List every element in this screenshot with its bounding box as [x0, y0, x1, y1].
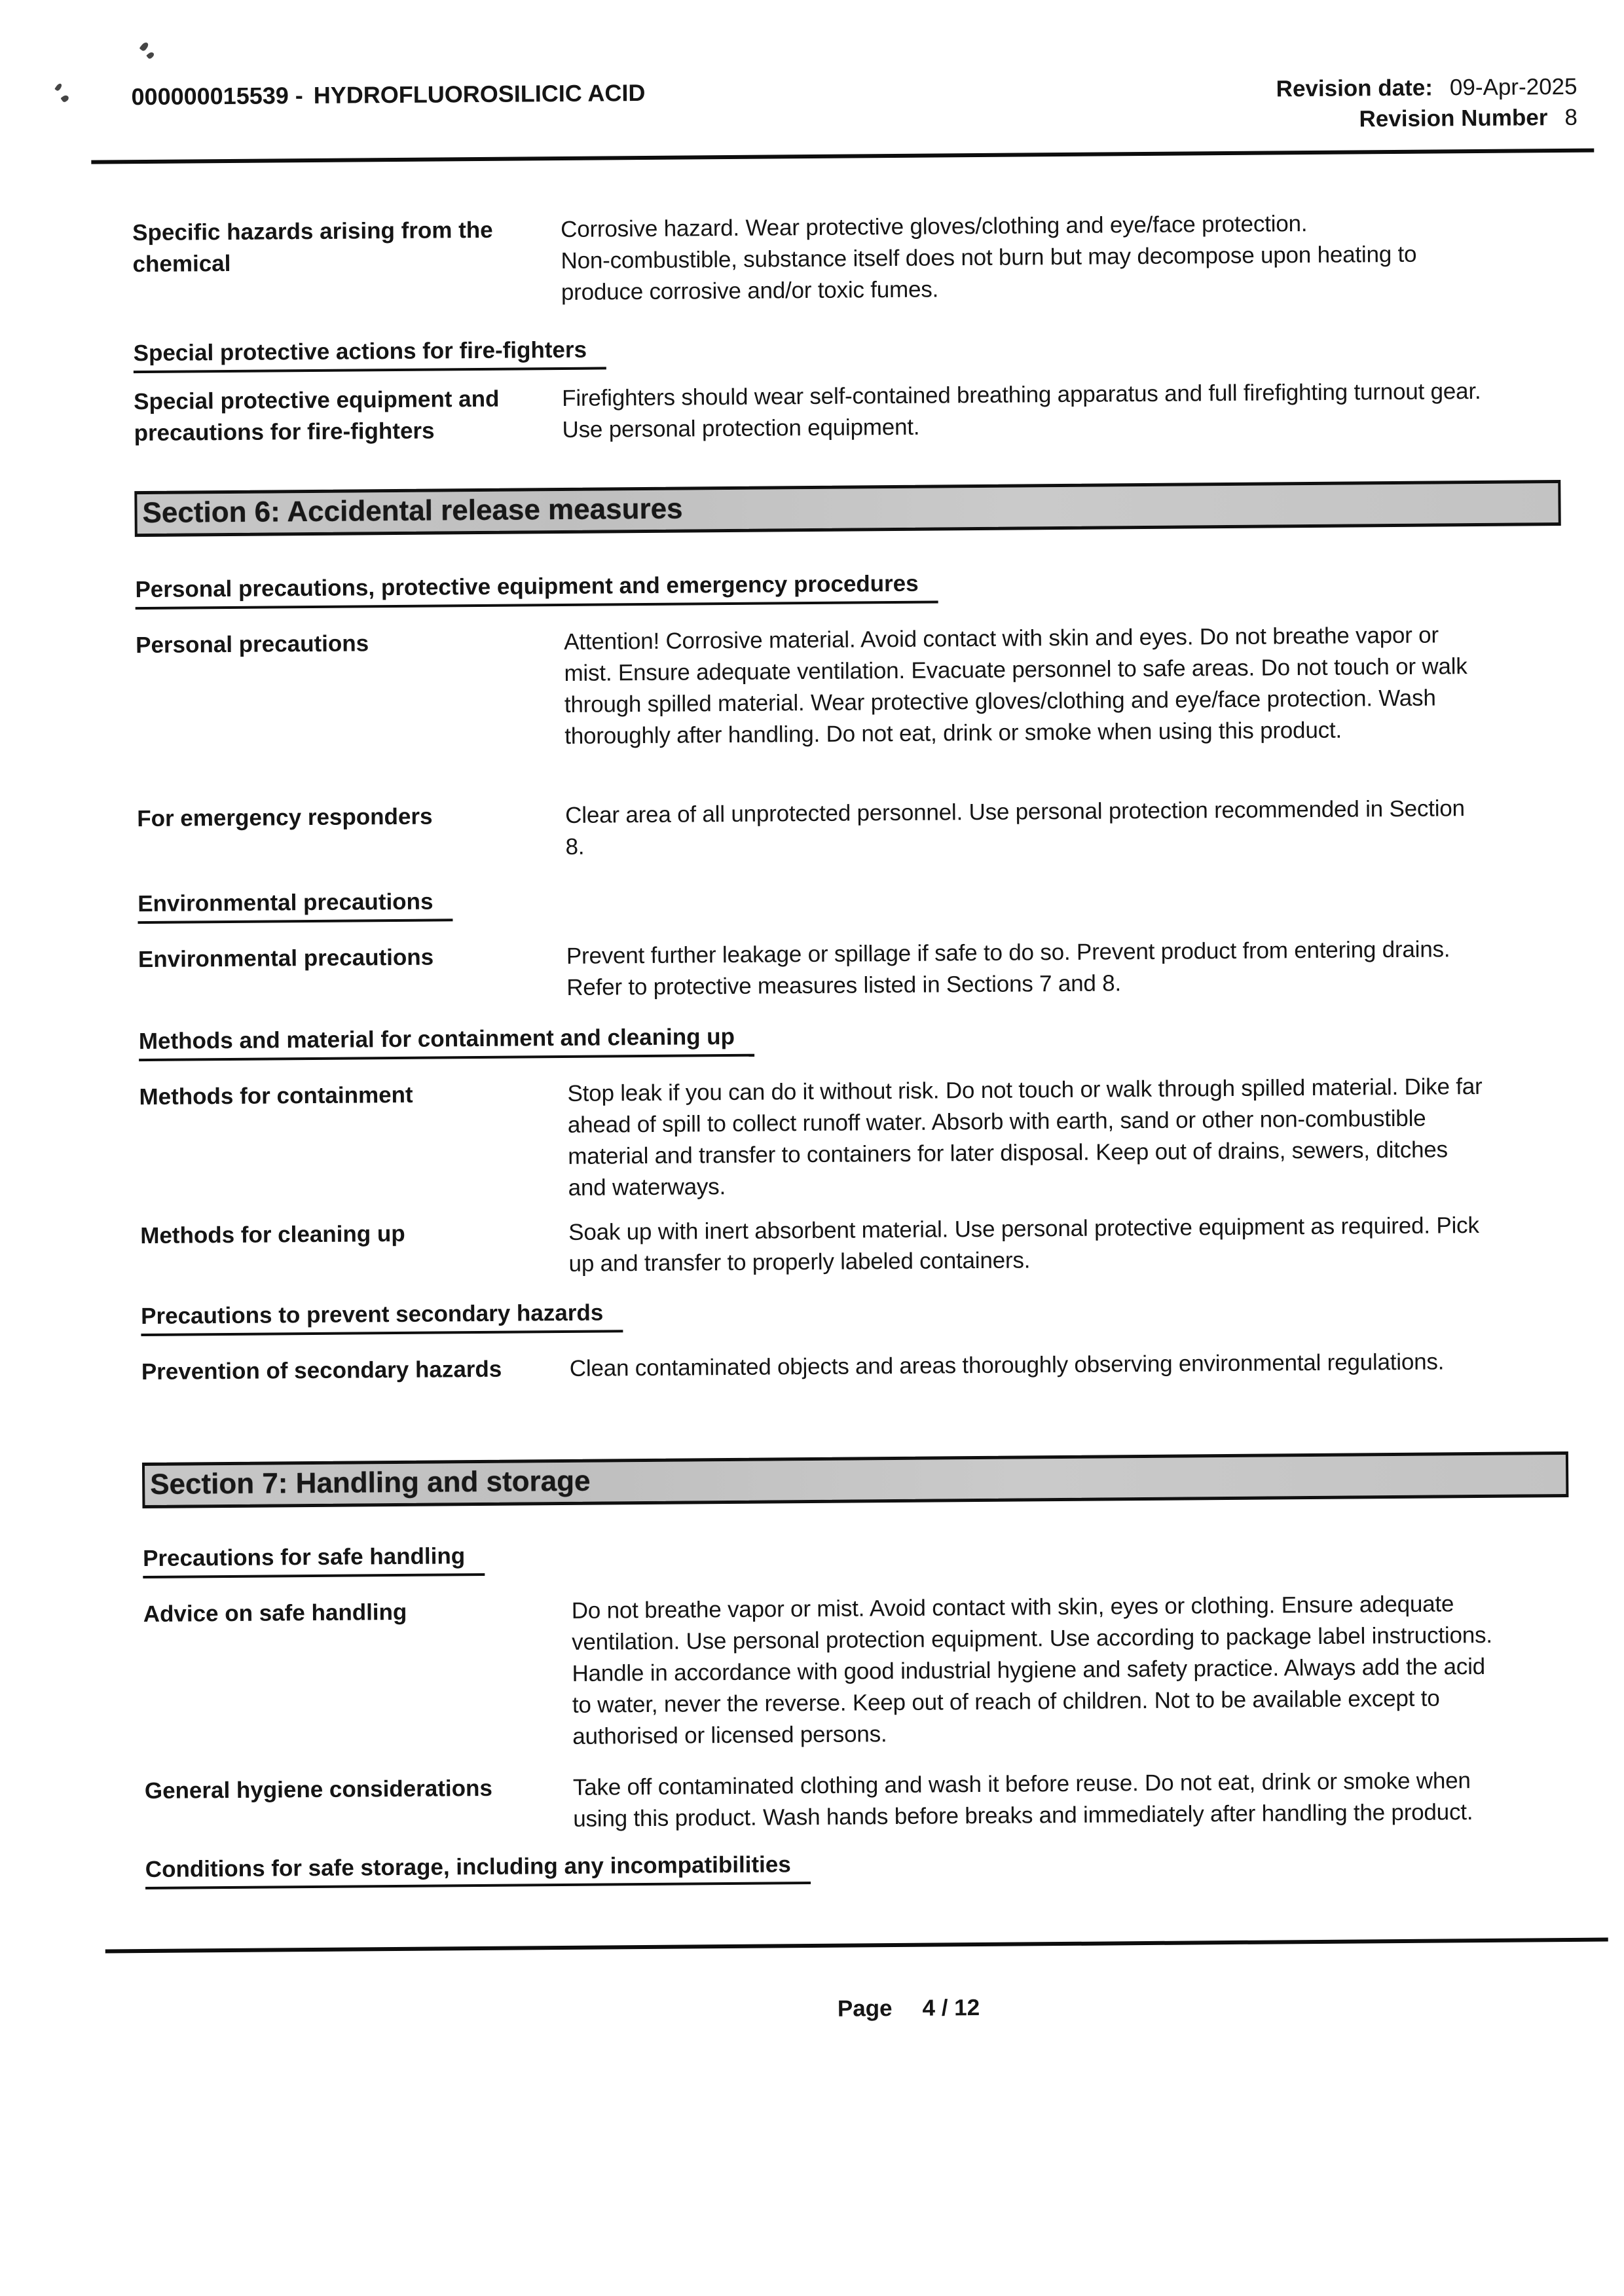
field-label: Advice on safe handling — [143, 1599, 407, 1628]
field-value: Take off contaminated clothing and wash it before reuse. Do not eat, drink or smoke when using this product. Wash hands before breaks and immediately after handling the product. — [572, 1768, 1473, 1832]
field-value: Clear area of all unprotected personnel. Use personal protection recommended in Section 8. — [565, 795, 1466, 860]
field-row-specific-hazards — [132, 206, 1584, 312]
field-label: Methods for cleaning up — [140, 1220, 405, 1249]
section-6-banner: Section 6: Accidental release measures — [134, 480, 1560, 537]
field-row-special-equipment — [134, 375, 1585, 449]
heading-safe-handling: Precautions for safe handling — [143, 1532, 1594, 1578]
field-row-methods-cleaning — [140, 1209, 1592, 1283]
revision-date-value: 09-Apr-2025 — [1449, 73, 1578, 101]
field-row-personal-precautions — [136, 619, 1587, 756]
heading-secondary-hazards: Precautions to prevent secondary hazards — [141, 1290, 1592, 1336]
field-value: Clean contaminated objects and areas thoroughly observing environmental regulations. — [569, 1349, 1445, 1381]
doc-number: 000000015539 - — [131, 82, 303, 111]
heading-special-protective-actions: Special protective actions for fire-fighters — [133, 327, 1584, 373]
field-label: General hygiene considerations — [144, 1775, 493, 1804]
heading-personal-precautions: Personal precautions, protective equipment and emergency procedures — [135, 563, 1586, 610]
field-label: Special protective equipment and precautions for fire-fighters — [134, 386, 500, 446]
page-footer — [146, 1988, 1597, 2030]
field-value: Prevent further leakage or spillage if safe to do so. Prevent product from entering drains. Refer to protective measures listed in Sections 7 and 8. — [566, 936, 1450, 1000]
field-value: Do not breathe vapor or mist. Avoid contact with skin, eyes or clothing. Ensure adequate ventilation. Use personal protection equipment. Use according to package label instructions. Handle in accordance with good industrial hygiene and safety practice. Always add the acid to water, never the reverse. Keep out of reach of children. Not to be available except to authorised or licensed persons. — [571, 1591, 1492, 1749]
revision-number-line — [1276, 102, 1578, 136]
header-divider — [91, 149, 1594, 164]
revision-info — [1276, 71, 1578, 136]
field-value: Stop leak if you can do it without risk. Do not touch or walk through spilled material. Dike far ahead of spill to collect runoff water. Absorb with earth, sand or other non-combustible material and transfer to containers for later disposal. Keep out of drains, sewers, ditches and waterways. — [567, 1073, 1483, 1201]
field-label: Specific hazards arising from the chemical — [132, 217, 493, 278]
page-value: 4 / 12 — [922, 1995, 980, 2021]
field-label: For emergency responders — [137, 803, 433, 832]
document-title — [131, 79, 645, 111]
field-value: Firefighters should wear self-contained breathing apparatus and full firefighting turnout gear. Use personal protection equipment. — [562, 378, 1481, 443]
page-label: Page — [837, 1995, 893, 2022]
heading-methods-containment-cleaning: Methods and material for containment and cleaning up — [139, 1015, 1590, 1061]
field-value: Attention! Corrosive material. Avoid contact with skin and eyes. Do not breathe vapor or mist. Ensure adequate ventilation. Evacuate personnel to safe areas. Do not touch or walk through spilled material. Wear protective gloves/clothing and eye/face protection. Wash thoroughly after handling. Do not eat, drink or smoke when using this product. — [563, 622, 1467, 749]
field-value: Soak up with inert absorbent material. Use personal protective equipment as required. Pick up and transfer to properly labeled containers. — [568, 1212, 1479, 1277]
field-value: Corrosive hazard. Wear protective gloves/clothing and eye/face protection. Non-combustible, substance itself does not burn but may decompose upon heating to produce corrosive and/or toxic fumes. — [561, 211, 1417, 305]
heading-safe-storage-conditions: Conditions for safe storage, including any incompatibilities — [145, 1843, 1596, 1889]
footer-divider — [105, 1937, 1608, 1953]
field-row-emergency-responders — [137, 792, 1589, 866]
field-row-environmental — [138, 933, 1590, 1007]
page-number — [838, 1992, 980, 2025]
heading-environmental-precautions: Environmental precautions — [138, 877, 1589, 924]
field-label: Personal precautions — [135, 630, 369, 659]
product-name: HYDROFLUOROSILICIC ACID — [313, 79, 646, 109]
field-row-methods-containment — [139, 1070, 1591, 1207]
page-header — [131, 71, 1583, 144]
field-label: Prevention of secondary hazards — [141, 1356, 502, 1385]
field-label: Environmental precautions — [138, 944, 434, 973]
field-label: Methods for containment — [139, 1082, 413, 1110]
field-row-advice-safe-handling — [143, 1588, 1596, 1756]
field-row-general-hygiene — [145, 1764, 1596, 1838]
field-row-secondary-prevention — [141, 1345, 1593, 1388]
revision-number-value: 8 — [1564, 104, 1578, 130]
revision-number-label: Revision Number — [1359, 105, 1548, 132]
revision-date-line — [1276, 71, 1578, 105]
section-7-banner: Section 7: Handling and storage — [142, 1451, 1568, 1508]
revision-date-label: Revision date: — [1276, 75, 1433, 102]
